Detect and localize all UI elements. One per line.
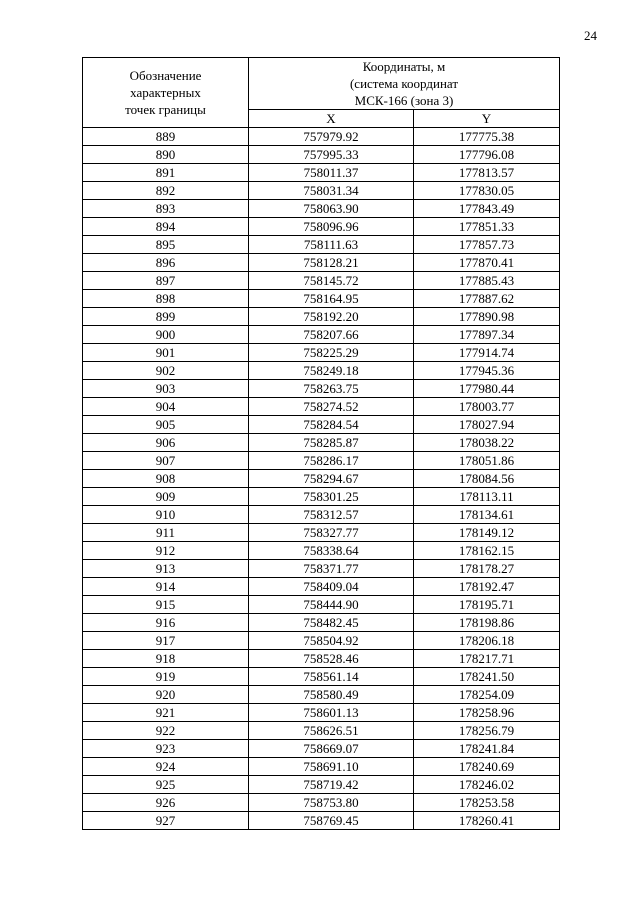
y-coordinate-cell: 177885.43 <box>414 272 560 290</box>
point-number-cell: 906 <box>83 434 249 452</box>
x-coordinate-cell: 758769.45 <box>249 812 414 830</box>
x-coordinate-cell: 758719.42 <box>249 776 414 794</box>
table-row <box>83 758 560 776</box>
y-coordinate-cell: 177870.41 <box>414 254 560 272</box>
table-row <box>83 434 560 452</box>
point-number-cell: 922 <box>83 722 249 740</box>
coordinates-header <box>249 58 560 110</box>
y-coordinate-cell: 178113.11 <box>414 488 560 506</box>
y-coordinate-cell: 178253.58 <box>414 794 560 812</box>
y-coordinate-cell: 178254.09 <box>414 686 560 704</box>
y-coordinate-cell: 177890.98 <box>414 308 560 326</box>
x-coordinate-cell: 758274.52 <box>249 398 414 416</box>
table-row <box>83 470 560 488</box>
point-header-line: Обозначение <box>129 68 202 83</box>
y-coordinate-cell: 177796.08 <box>414 146 560 164</box>
point-designation-header <box>83 58 249 128</box>
point-number-cell: 916 <box>83 614 249 632</box>
coords-header-line: Координаты, м <box>362 59 446 74</box>
table-row <box>83 344 560 362</box>
point-number-cell: 897 <box>83 272 249 290</box>
table-row <box>83 722 560 740</box>
y-coordinate-cell: 178149.12 <box>414 524 560 542</box>
point-number-cell: 890 <box>83 146 249 164</box>
x-coordinate-cell: 758561.14 <box>249 668 414 686</box>
x-coordinate-cell: 758128.21 <box>249 254 414 272</box>
x-coordinate-cell: 758482.45 <box>249 614 414 632</box>
point-number-cell: 914 <box>83 578 249 596</box>
y-coordinate-cell: 177813.57 <box>414 164 560 182</box>
table-row <box>83 740 560 758</box>
y-coordinate-cell: 178134.61 <box>414 506 560 524</box>
point-number-cell: 913 <box>83 560 249 578</box>
y-coordinate-cell: 177897.34 <box>414 326 560 344</box>
point-number-cell: 910 <box>83 506 249 524</box>
y-coordinate-cell: 178241.84 <box>414 740 560 758</box>
table-row <box>83 668 560 686</box>
table-row <box>83 236 560 254</box>
x-coordinate-cell: 758192.20 <box>249 308 414 326</box>
point-number-cell: 923 <box>83 740 249 758</box>
point-number-cell: 908 <box>83 470 249 488</box>
point-number-cell: 918 <box>83 650 249 668</box>
y-coordinate-cell: 178260.41 <box>414 812 560 830</box>
table-row <box>83 560 560 578</box>
y-coordinate-cell: 177857.73 <box>414 236 560 254</box>
table-row <box>83 506 560 524</box>
point-number-cell: 926 <box>83 794 249 812</box>
point-number-cell: 927 <box>83 812 249 830</box>
y-coordinate-cell: 177775.38 <box>414 128 560 146</box>
y-coordinate-cell: 177980.44 <box>414 380 560 398</box>
coords-header-line: (система координат <box>349 76 459 91</box>
y-column-header: Y <box>414 110 560 128</box>
point-number-cell: 905 <box>83 416 249 434</box>
table-row <box>83 614 560 632</box>
y-coordinate-cell: 178256.79 <box>414 722 560 740</box>
y-coordinate-cell: 178258.96 <box>414 704 560 722</box>
y-coordinate-cell: 178240.69 <box>414 758 560 776</box>
point-number-cell: 911 <box>83 524 249 542</box>
table-row <box>83 290 560 308</box>
table-row <box>83 578 560 596</box>
y-coordinate-cell: 178195.71 <box>414 596 560 614</box>
point-number-cell: 925 <box>83 776 249 794</box>
x-coordinate-cell: 758285.87 <box>249 434 414 452</box>
y-coordinate-cell: 178038.22 <box>414 434 560 452</box>
y-coordinate-cell: 178217.71 <box>414 650 560 668</box>
x-coordinate-cell: 758145.72 <box>249 272 414 290</box>
x-coordinate-cell: 758753.80 <box>249 794 414 812</box>
table-row <box>83 308 560 326</box>
point-number-cell: 915 <box>83 596 249 614</box>
x-coordinate-cell: 758626.51 <box>249 722 414 740</box>
point-number-cell: 899 <box>83 308 249 326</box>
table-row <box>83 452 560 470</box>
y-coordinate-cell: 177830.05 <box>414 182 560 200</box>
table-row <box>83 596 560 614</box>
point-number-cell: 912 <box>83 542 249 560</box>
x-coordinate-cell: 758444.90 <box>249 596 414 614</box>
x-coordinate-cell: 758263.75 <box>249 380 414 398</box>
table-row <box>83 416 560 434</box>
table-row <box>83 254 560 272</box>
x-coordinate-cell: 758011.37 <box>249 164 414 182</box>
point-number-cell: 907 <box>83 452 249 470</box>
x-column-header: X <box>249 110 414 128</box>
point-number-cell: 894 <box>83 218 249 236</box>
y-coordinate-cell: 178246.02 <box>414 776 560 794</box>
point-number-cell: 909 <box>83 488 249 506</box>
table-row <box>83 128 560 146</box>
x-coordinate-cell: 758504.92 <box>249 632 414 650</box>
point-header-line: характерных <box>130 85 201 100</box>
x-coordinate-cell: 758207.66 <box>249 326 414 344</box>
table-row <box>83 524 560 542</box>
point-number-cell: 892 <box>83 182 249 200</box>
x-coordinate-cell: 758031.34 <box>249 182 414 200</box>
y-coordinate-cell: 178003.77 <box>414 398 560 416</box>
x-coordinate-cell: 758294.67 <box>249 470 414 488</box>
x-coordinate-cell: 757979.92 <box>249 128 414 146</box>
table-row <box>83 704 560 722</box>
y-coordinate-cell: 177945.36 <box>414 362 560 380</box>
point-number-cell: 901 <box>83 344 249 362</box>
table-row <box>83 794 560 812</box>
x-coordinate-cell: 758284.54 <box>249 416 414 434</box>
table-row <box>83 272 560 290</box>
x-coordinate-cell: 758286.17 <box>249 452 414 470</box>
x-coordinate-cell: 758063.90 <box>249 200 414 218</box>
point-number-cell: 889 <box>83 128 249 146</box>
table-row <box>83 326 560 344</box>
table-row <box>83 776 560 794</box>
table-row <box>83 488 560 506</box>
table-row <box>83 182 560 200</box>
point-number-cell: 924 <box>83 758 249 776</box>
y-coordinate-cell: 177843.49 <box>414 200 560 218</box>
table-row <box>83 812 560 830</box>
x-coordinate-cell: 757995.33 <box>249 146 414 164</box>
table-row <box>83 164 560 182</box>
x-coordinate-cell: 758225.29 <box>249 344 414 362</box>
y-coordinate-cell: 178198.86 <box>414 614 560 632</box>
point-number-cell: 895 <box>83 236 249 254</box>
table-row <box>83 650 560 668</box>
x-coordinate-cell: 758409.04 <box>249 578 414 596</box>
table-row <box>83 362 560 380</box>
point-number-cell: 893 <box>83 200 249 218</box>
x-coordinate-cell: 758164.95 <box>249 290 414 308</box>
table-row <box>83 632 560 650</box>
x-coordinate-cell: 758111.63 <box>249 236 414 254</box>
x-coordinate-cell: 758691.10 <box>249 758 414 776</box>
page-number: 24 <box>584 28 597 43</box>
point-header-line: точек границы <box>125 102 206 117</box>
point-number-cell: 891 <box>83 164 249 182</box>
x-coordinate-cell: 758669.07 <box>249 740 414 758</box>
table-body <box>83 128 560 830</box>
point-number-cell: 919 <box>83 668 249 686</box>
point-number-cell: 920 <box>83 686 249 704</box>
y-coordinate-cell: 178027.94 <box>414 416 560 434</box>
x-coordinate-cell: 758580.49 <box>249 686 414 704</box>
table-row <box>83 200 560 218</box>
point-number-cell: 904 <box>83 398 249 416</box>
point-number-cell: 921 <box>83 704 249 722</box>
y-coordinate-cell: 177887.62 <box>414 290 560 308</box>
coordinates-table <box>82 57 560 830</box>
y-coordinate-cell: 178206.18 <box>414 632 560 650</box>
table-row <box>83 542 560 560</box>
x-coordinate-cell: 758301.25 <box>249 488 414 506</box>
table-row <box>83 398 560 416</box>
y-coordinate-cell: 178162.15 <box>414 542 560 560</box>
table-row <box>83 218 560 236</box>
y-coordinate-cell: 178178.27 <box>414 560 560 578</box>
point-number-cell: 903 <box>83 380 249 398</box>
y-coordinate-cell: 177914.74 <box>414 344 560 362</box>
y-coordinate-cell: 178192.47 <box>414 578 560 596</box>
point-number-cell: 896 <box>83 254 249 272</box>
x-coordinate-cell: 758096.96 <box>249 218 414 236</box>
coords-header-line: МСК-166 (зона 3) <box>354 93 454 108</box>
table-row <box>83 146 560 164</box>
x-coordinate-cell: 758338.64 <box>249 542 414 560</box>
x-coordinate-cell: 758327.77 <box>249 524 414 542</box>
table-row <box>83 686 560 704</box>
y-coordinate-cell: 178241.50 <box>414 668 560 686</box>
point-number-cell: 917 <box>83 632 249 650</box>
x-coordinate-cell: 758371.77 <box>249 560 414 578</box>
point-number-cell: 900 <box>83 326 249 344</box>
y-coordinate-cell: 178084.56 <box>414 470 560 488</box>
table-row <box>83 380 560 398</box>
point-number-cell: 898 <box>83 290 249 308</box>
point-number-cell: 902 <box>83 362 249 380</box>
x-coordinate-cell: 758601.13 <box>249 704 414 722</box>
y-coordinate-cell: 177851.33 <box>414 218 560 236</box>
x-coordinate-cell: 758312.57 <box>249 506 414 524</box>
y-coordinate-cell: 178051.86 <box>414 452 560 470</box>
x-coordinate-cell: 758528.46 <box>249 650 414 668</box>
x-coordinate-cell: 758249.18 <box>249 362 414 380</box>
